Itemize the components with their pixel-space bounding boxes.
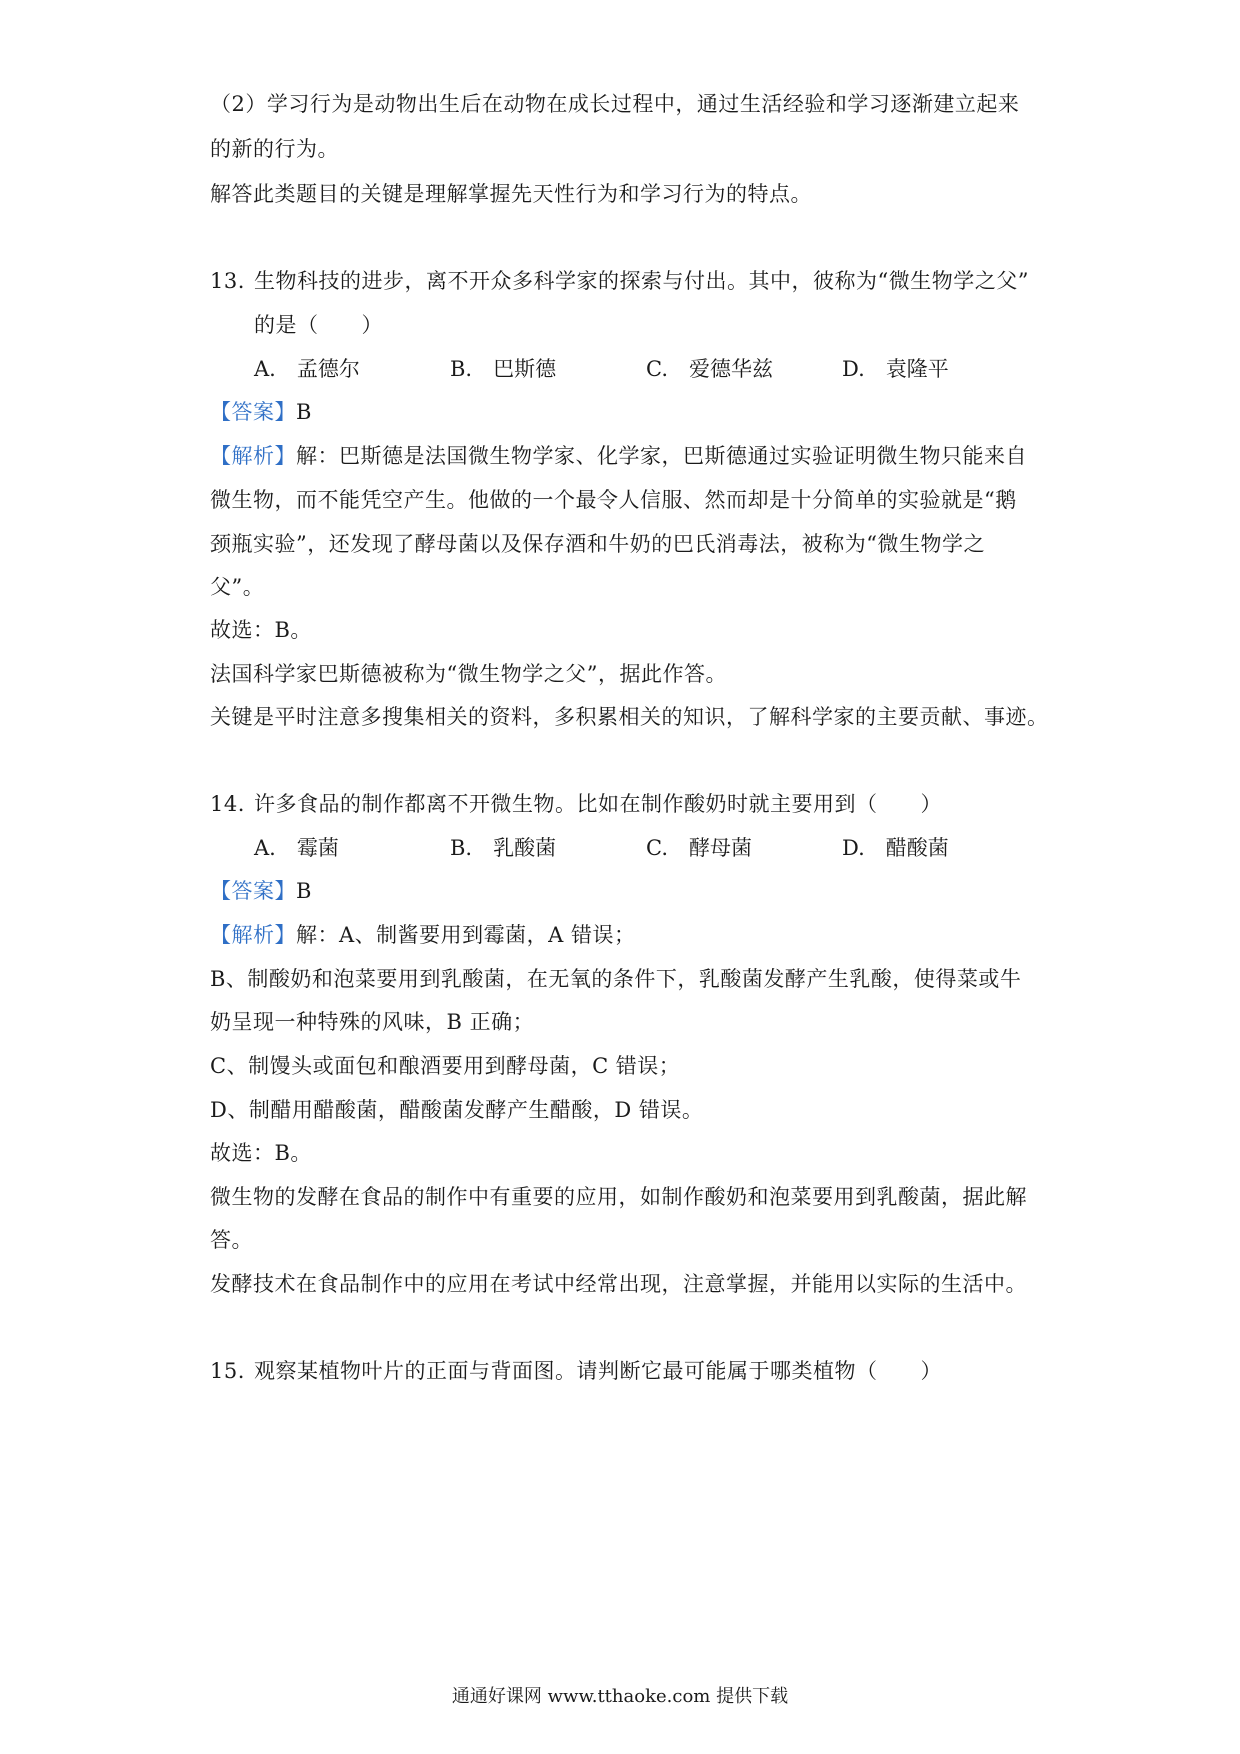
q13-answer-line	[210, 398, 312, 426]
q13-option-c: C. 爱德华兹	[646, 357, 773, 381]
q14-option-d: D. 醋酸菌	[842, 836, 949, 860]
q14-number: 14.	[210, 792, 245, 816]
q14-choice: 故选：B。	[210, 1141, 312, 1165]
q14-note-1: 微生物的发酵在食品的制作中有重要的应用，如制作酸奶和泡菜要用到乳酸菌，据此解	[210, 1185, 1027, 1209]
q14-note-2: 答。	[210, 1228, 253, 1252]
q13-stem-text-1: 生物科技的进步，离不开众多科学家的探索与付出。其中，彼称为“微生物学之父”	[254, 269, 1029, 293]
q13-option-a: A. 孟德尔	[254, 357, 360, 381]
q13-stem-line-2: 的是（ ）	[254, 313, 383, 337]
q13-stem-line-1	[210, 267, 1029, 295]
q13-number: 13.	[210, 269, 245, 293]
q14-stem-line-1	[210, 790, 942, 818]
q13-option-d: D. 袁隆平	[842, 357, 949, 381]
q15-number: 15.	[210, 1359, 245, 1383]
intro-line-2: 的新的行为。	[210, 137, 339, 161]
q14-analysis-text-1: 解：A、制酱要用到霉菌，A 错误；	[296, 923, 636, 947]
q13-analysis-line-1	[210, 442, 1027, 470]
intro-line-1: （2）学习行为是动物出生后在动物在成长过程中，通过生活经验和学习逐渐建立起来	[210, 92, 1020, 116]
page-footer: 通通好课网 www.tthaoke.com 提供下载	[451, 1686, 789, 1707]
q14-analysis-line-3: 奶呈现一种特殊的风味，B 正确；	[210, 1010, 535, 1034]
q13-analysis-line-2: 微生物，而不能凭空产生。他做的一个最令人信服、然而却是十分简单的实验就是“鹅	[210, 488, 1017, 512]
q14-analysis-line-4: C、制馒头或面包和酿酒要用到酵母菌，C 错误；	[210, 1054, 681, 1078]
q13-answer-value: B	[296, 400, 312, 424]
q13-answer-tag: 【答案】	[210, 400, 296, 424]
q14-analysis-line-2: B、制酸奶和泡菜要用到乳酸菌，在无氧的条件下，乳酸菌发酵产生乳酸，使得菜或牛	[210, 967, 1022, 991]
q14-answer-value: B	[296, 879, 312, 903]
q13-note-2: 关键是平时注意多搜集相关的资料，多积累相关的知识，了解科学家的主要贡献、事迹。	[210, 705, 1049, 729]
q14-stem-text-1: 许多食品的制作都离不开微生物。比如在制作酸奶时就主要用到（ ）	[254, 792, 942, 816]
q15-stem-text-1: 观察某植物叶片的正面与背面图。请判断它最可能属于哪类植物（ ）	[254, 1359, 942, 1383]
q14-analysis-line-5: D、制醋用醋酸菌，醋酸菌发酵产生醋酸，D 错误。	[210, 1098, 704, 1122]
q14-option-c: C. 酵母菌	[646, 836, 752, 860]
q15-stem-line-1	[210, 1357, 942, 1385]
q13-analysis-line-4: 父”。	[210, 575, 265, 599]
q13-note-1: 法国科学家巴斯德被称为“微生物学之父”，据此作答。	[210, 662, 727, 686]
q13-analysis-line-3: 颈瓶实验”，还发现了酵母菌以及保存酒和牛奶的巴氏消毒法，被称为“微生物学之	[210, 532, 985, 556]
q14-analysis-tag: 【解析】	[210, 923, 296, 947]
q14-answer-tag: 【答案】	[210, 879, 296, 903]
q13-analysis-tag: 【解析】	[210, 444, 296, 468]
q13-option-b: B. 巴斯德	[450, 357, 557, 381]
intro-line-3: 解答此类题目的关键是理解掌握先天性行为和学习行为的特点。	[210, 182, 812, 206]
q13-choice: 故选：B。	[210, 618, 312, 642]
q14-analysis-line-1	[210, 921, 636, 949]
q14-option-a: A. 霉菌	[254, 836, 339, 860]
q14-option-b: B. 乳酸菌	[450, 836, 557, 860]
q14-note-3: 发酵技术在食品制作中的应用在考试中经常出现，注意掌握，并能用以实际的生活中。	[210, 1272, 1027, 1296]
q14-answer-line	[210, 877, 312, 905]
q13-analysis-text-1: 解：巴斯德是法国微生物学家、化学家，巴斯德通过实验证明微生物只能来自	[296, 444, 1027, 468]
